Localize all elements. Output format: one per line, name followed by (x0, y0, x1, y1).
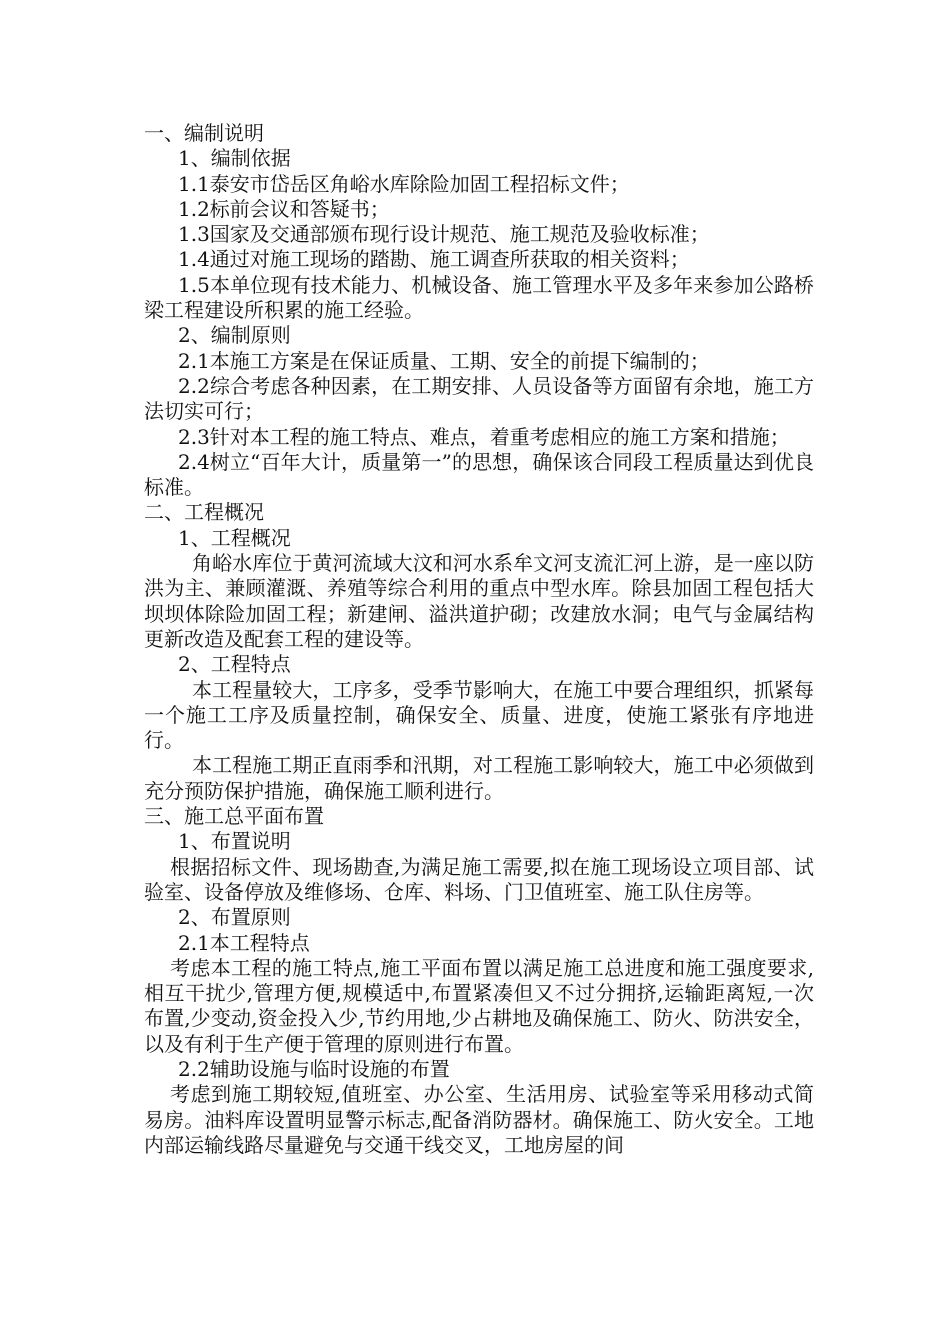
list-item: 2.4树立“百年大计，质量第一”的思想，确保该合同段工程质量达到优良标准。 (144, 449, 814, 500)
subsection-heading: 2、工程特点 (178, 652, 291, 677)
sub-subsection-heading: 2.1本工程特点 (178, 930, 310, 955)
list-item: 1.3国家及交通部颁布现行设计规范、施工规范及验收标准； (178, 222, 710, 247)
body-paragraph: 考虑到施工期较短,值班室、办公室、生活用房、试验室等采用移动式简易房。油料库设置明显警示标志,配备消防器材。确保施工、防火安全。工地内部运输线路尽量避免与交通干线交叉，工地房屋的间 (144, 1082, 814, 1157)
document-body (144, 121, 814, 1158)
body-paragraph: 角峪水库位于黄河流域大汶和河水系牟文河支流汇河上游，是一座以防洪为主、兼顾灌溉、养殖等综合利用的重点中型水库。除县加固工程包括大坝坝体除险加固工程；新建闸、溢洪道护砌；改建放水洞；电气与金属结构更新改造及配套工程的建设等。 (144, 551, 814, 651)
list-item: 2.1本施工方案是在保证质量、工期、安全的前提下编制的； (178, 348, 710, 373)
body-paragraph: 本工程施工期正直雨季和汛期，对工程施工影响较大，施工中必须做到充分预防保护措施，确保施工顺利进行。 (144, 753, 814, 803)
subsection-heading: 1、编制依据 (178, 146, 291, 171)
list-item: 1.4通过对施工现场的踏勘、施工调查所获取的相关资料； (178, 247, 690, 272)
list-item: 2.2综合考虑各种因素，在工期安排、人员设备等方面留有余地，施工方法切实可行； (144, 373, 814, 424)
subsection-heading: 1、工程概况 (178, 525, 291, 550)
section-heading-2: 二、工程概况 (144, 500, 264, 525)
list-item: 1.2标前会议和答疑书； (178, 196, 390, 221)
subsection-heading: 2、编制原则 (178, 323, 291, 348)
body-paragraph: 根据招标文件、现场勘查,为满足施工需要,拟在施工现场设立项目部、试验室、设备停放及维修场、仓库、料场、门卫值班室、施工队住房等。 (144, 854, 814, 904)
sub-subsection-heading: 2.2辅助设施与临时设施的布置 (178, 1056, 450, 1081)
body-paragraph: 本工程量较大，工序多，受季节影响大，在施工中要合理组织，抓紧每一个施工工序及质量控制，确保安全、质量、进度，使施工紧张有序地进行。 (144, 677, 814, 753)
section-heading-3: 三、施工总平面布置 (144, 804, 324, 829)
body-paragraph: 考虑本工程的施工特点,施工平面布置以满足施工总进度和施工强度要求,相互干扰少,管理方便,规模适中,布置紧凑但又不过分拥挤,运输距离短,一次布置,少变动,资金投入少,节约用地,少占耕地及确保施工、防火、防洪安全，以及有利于生产便于管理的原则进行布置。 (144, 955, 814, 1056)
subsection-heading: 2、布置原则 (178, 905, 291, 930)
list-item: 2.3针对本工程的施工特点、难点，着重考虑相应的施工方案和措施； (178, 424, 790, 449)
section-heading-1: 一、编制说明 (144, 121, 264, 145)
list-item: 1.5本单位现有技术能力、机械设备、施工管理水平及多年来参加公路桥梁工程建设所积累的施工经验。 (144, 272, 814, 323)
list-item: 1.1泰安市岱岳区角峪水库除险加固工程招标文件； (178, 171, 630, 196)
subsection-heading: 1、布置说明 (178, 829, 291, 854)
